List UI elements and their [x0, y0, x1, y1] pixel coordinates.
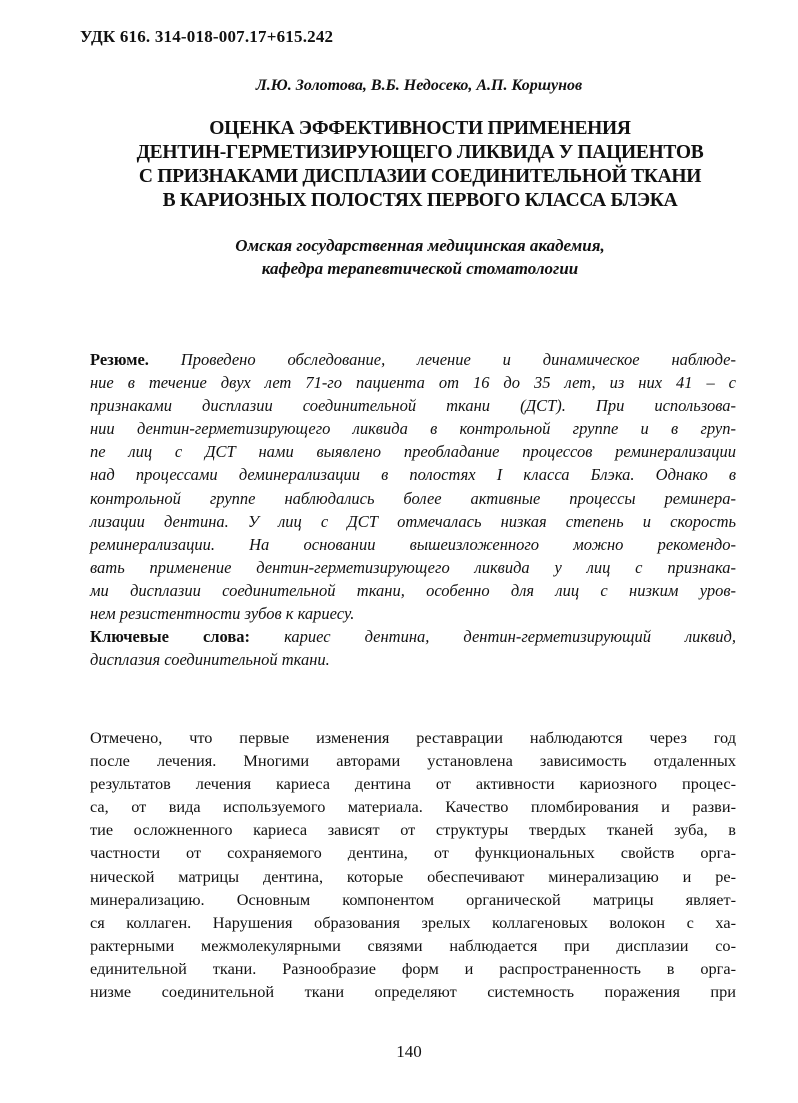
- abstract-line: [90, 348, 736, 371]
- title-line: В КАРИОЗНЫХ ПОЛОСТЯХ ПЕРВОГО КЛАССА БЛЭКА: [162, 190, 678, 211]
- page-number: 140: [396, 1042, 422, 1061]
- abstract: [90, 348, 736, 671]
- abstract-line: вать применение дентин-герметизирующего ликвида у лиц с признака-: [90, 557, 736, 577]
- body-line: нической матрицы дентина, которые обеспечивают минерализацию и ре-: [90, 866, 736, 886]
- body-text: [90, 726, 736, 1003]
- affiliation: [100, 234, 740, 280]
- body-line: Отмечено, что первые изменения реставрации наблюдаются через год: [90, 728, 736, 747]
- title-line: ОЦЕНКА ЭФФЕКТИВНОСТИ ПРИМЕНЕНИЯ: [209, 118, 631, 139]
- title-line: С ПРИЗНАКАМИ ДИСПЛАЗИИ СОЕДИНИТЕЛЬНОЙ ТКАНИ: [138, 166, 702, 187]
- abstract-line: над процессами деминерализации в полостях I класса Блэка. Однако в: [90, 465, 736, 485]
- article-title: [100, 117, 740, 213]
- abstract-line: нем резистентности зубов к кариесу.: [90, 604, 355, 624]
- authors: Л.Ю. Золотова, В.Б. Недосеко, А.П. Коршунов: [255, 77, 583, 94]
- abstract-line: контрольной группе наблюдались более активные процессы реминера-: [90, 488, 736, 508]
- keywords-line: дисплазия соединительной ткани.: [90, 650, 330, 670]
- abstract-line: пе лиц с ДСТ нами выявлено преобладание процессов реминерализации: [90, 442, 736, 462]
- title-line: ДЕНТИН-ГЕРМЕТИЗИРУЮЩЕГО ЛИКВИДА У ПАЦИЕНТОВ: [136, 142, 704, 163]
- abstract-line: признаками дисплазии соединительной ткани (ДСТ). При использова-: [90, 396, 736, 416]
- keywords-first-line: кариес дентина, дентин-герметизирующий ликвид,: [284, 627, 737, 647]
- affiliation-line: Омская государственная медицинская академия,: [235, 236, 605, 255]
- abstract-label: Резюме.: [90, 350, 149, 369]
- body-line: низме соединительной ткани определяют системность поражения при: [90, 982, 736, 1002]
- body-line: ся коллаген. Нарушения образования зрелых коллагеновых волокон с ха-: [90, 912, 736, 932]
- abstract-line: нии дентин-герметизирующего ликвида в контрольной группе и в груп-: [90, 419, 736, 439]
- abstract-line: лизации дентина. У лиц с ДСТ отмечалась низкая степень и скорость: [90, 511, 736, 531]
- abstract-line: ние в течение двух лет 71-го пациента от 16 до 35 лет, из них 41 – с: [90, 373, 736, 393]
- abstract-line: реминерализации. На основании вышеизложенного можно рекомендо-: [90, 534, 736, 554]
- abstract-first-line: Проведено обследование, лечение и динамическое наблюде-: [180, 350, 736, 369]
- body-line: частности от сохраняемого дентина, от функциональных свойств орга-: [90, 843, 736, 863]
- body-line: единительной ткани. Разнообразие форм и распространенность в орга-: [90, 958, 736, 978]
- body-line: са, от вида используемого материала. Качество пломбирования и разви-: [90, 797, 736, 817]
- abstract-line: ми дисплазии соединительной ткани, особенно для лиц с низким уров-: [90, 580, 736, 600]
- udk-code: УДК 616. 314-018-007.17+615.242: [80, 27, 334, 46]
- body-line: тие осложненного кариеса зависят от структуры твердых тканей зуба, в: [90, 820, 736, 840]
- body-line: минерализацию. Основным компонентом органической матрицы являет-: [90, 889, 736, 909]
- body-line: после лечения. Многими авторами установлена зависимость отдаленных: [90, 751, 736, 771]
- keywords-line: [90, 625, 736, 648]
- affiliation-line: кафедра терапевтической стоматологии: [261, 259, 579, 278]
- keywords-label: Ключевые слова:: [90, 627, 251, 647]
- body-line: рактерными межмолекулярными связями наблюдается при дисплазии со-: [90, 935, 736, 955]
- body-line: результатов лечения кариеса дентина от активности кариозного процес-: [90, 774, 736, 794]
